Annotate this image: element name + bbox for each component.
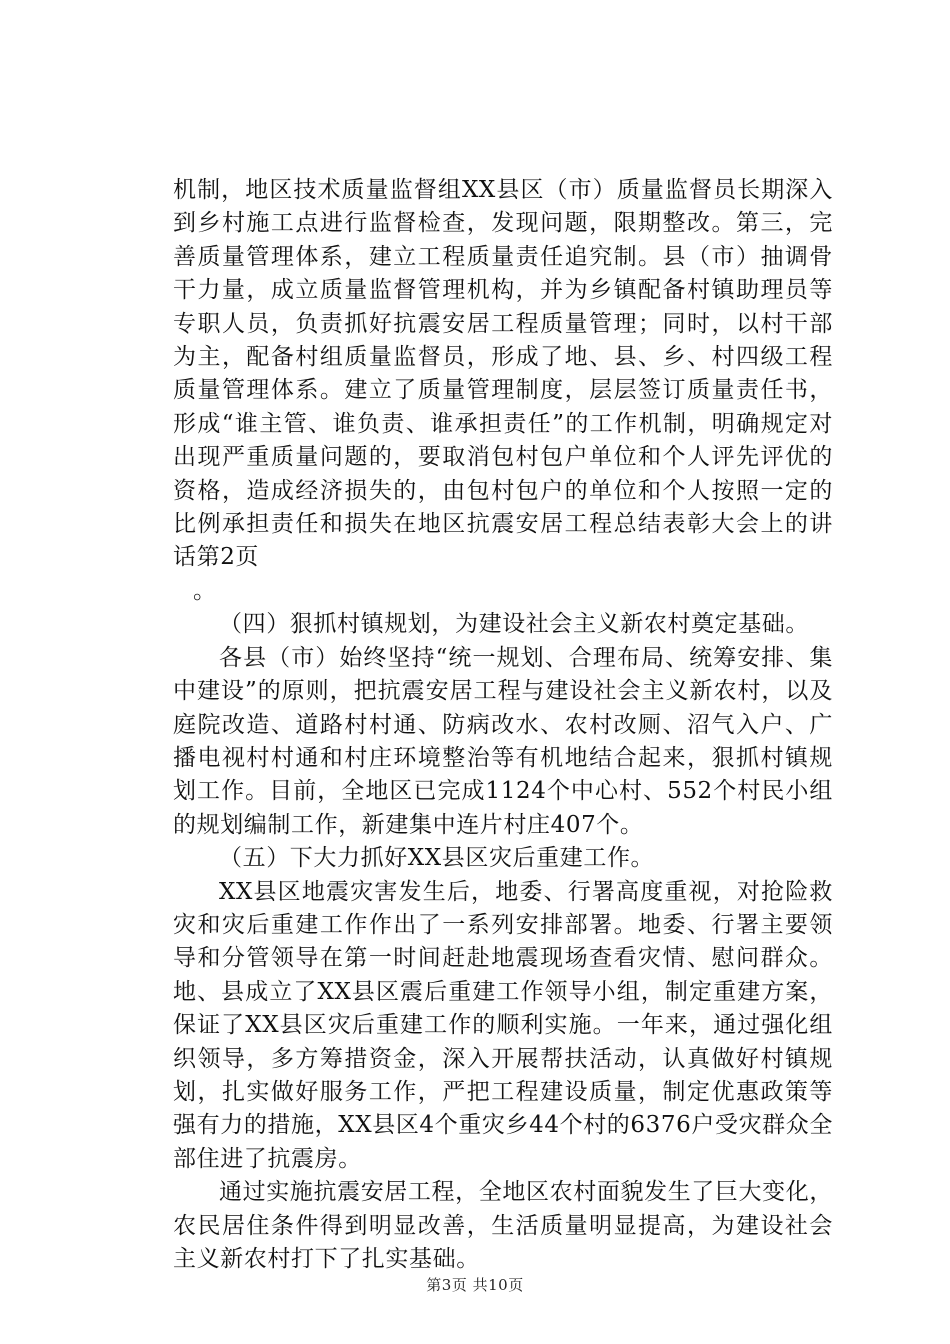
heading-section-four: （四）狠抓村镇规划，为建设社会主义新农村奠定基础。: [219, 611, 809, 638]
paragraph-village-planning: 各县（市）始终坚持“统一规划、合理布局、统筹安排、集中建设”的原则，把抗震安居工程与建设社会主义新农村，以及庭院改造、道路村村通、防病改水、农村改厕、沼气入户、广播电视村村通和村庄环境整治等有机地结合起来，狠抓村镇规划工作。目前，全地区已完成1124个中心村、552个村民小组的规划编制工作，新建集中连片村庄407个。: [173, 644, 833, 838]
paragraph-quality-mechanism: 机制，地区技术质量监督组XX县区（市）质量监督员长期深入到乡村施工点进行监督检查，发现问题，限期整改。第三，完善质量管理体系，建立工程质量责任追究制。县（市）抽调骨干力量，成立质量监督管理机构，并为乡镇配备村镇助理员等专职人员，负责抓好抗震安居工程质量管理；同时，以村干部为主，配备村组质量监督员，形成了地、县、乡、村四级工程质量管理体系。建立了质量管理制度，层层签订质量责任书，形成“谁主管、谁负责、谁承担责任”的工作机制，明确规定对出现严重质量问题的，要取消包村包户单位和个人评先评优的资格，造成经济损失的，由包村包户的单位和个人按照一定的比例承担责任和损失在地区抗震安居工程总结表彰大会上的讲话第2页: [173, 177, 833, 571]
page-number-footer: 第3页 共10页: [426, 1276, 524, 1294]
heading-section-five: （五）下大力抓好XX县区灾后重建工作。: [219, 845, 655, 872]
paragraph-conclusion: 通过实施抗震安居工程，全地区农村面貌发生了巨大变化，农民居住条件得到明显改善，生活质量明显提高，为建设社会主义新农村打下了扎实基础。: [173, 1179, 833, 1272]
paragraph-period: 。: [193, 577, 217, 604]
document-body: [173, 174, 833, 1276]
paragraph-reconstruction: XX县区地震灾害发生后，地委、行署高度重视，对抢险救灾和灾后重建工作作出了一系列安排部署。地委、行署主要领导和分管领导在第一时间赶赴地震现场查看灾情、慰问群众。地、县成立了XX县区震后重建工作领导小组，制定重建方案，保证了XX县区灾后重建工作的顺利实施。一年来，通过强化组织领导，多方筹措资金，深入开展帮扶活动，认真做好村镇规划，扎实做好服务工作，严把工程建设质量，制定优惠政策等强有力的措施，XX县区4个重灾乡44个村的6376户受灾群众全部住进了抗震房。: [173, 878, 833, 1172]
